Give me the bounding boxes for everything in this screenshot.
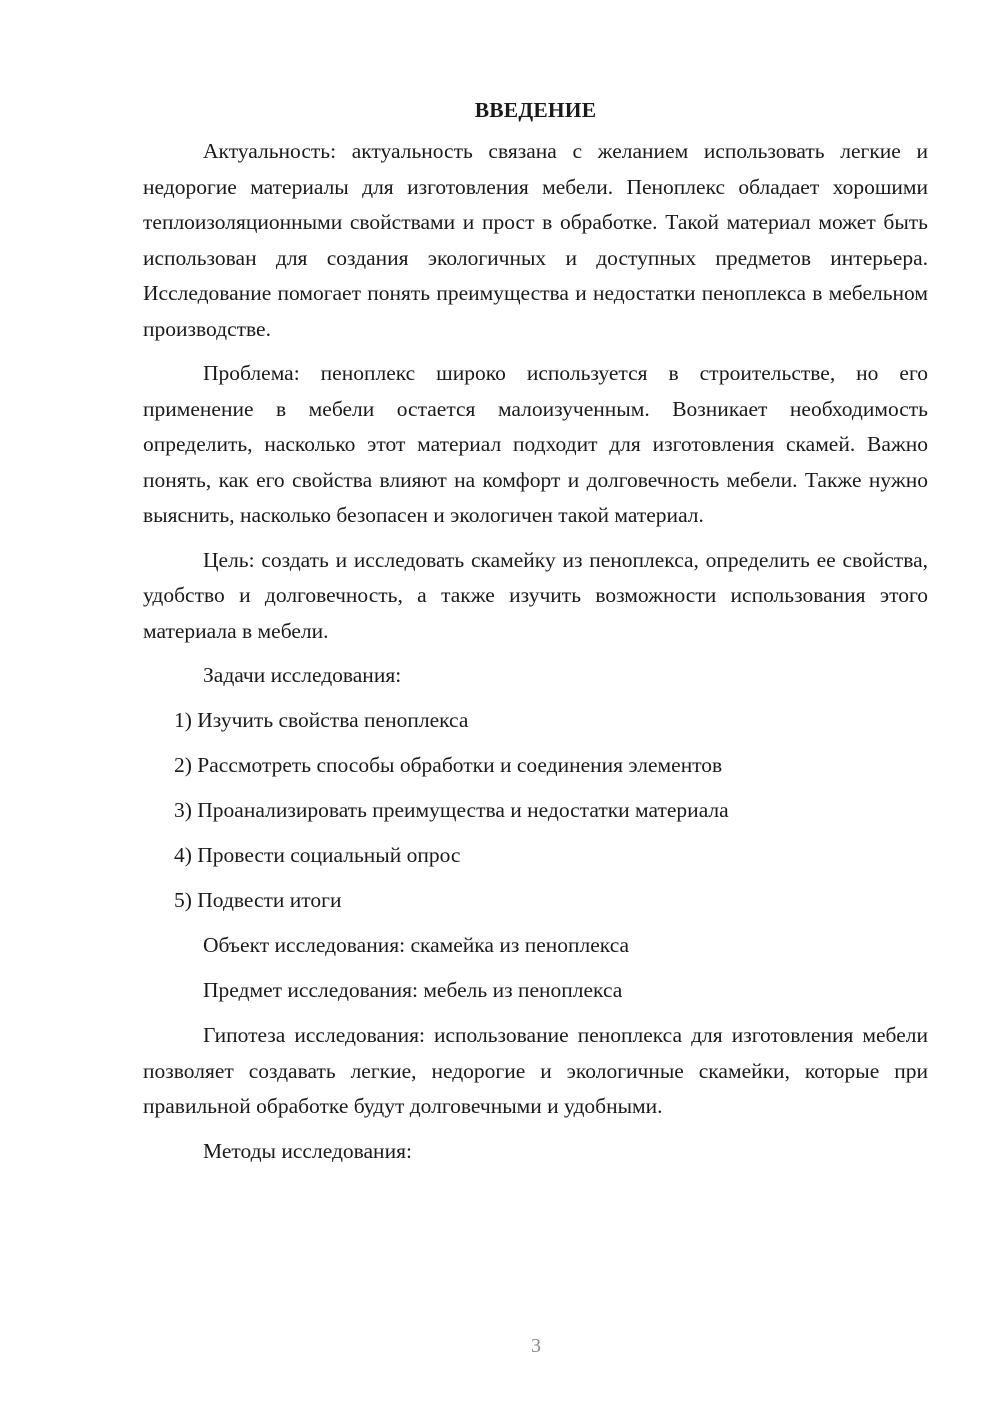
list-item: 5) Подвести итоги (174, 888, 342, 912)
tasks-heading: Задачи исследования: (203, 663, 402, 687)
page-content (143, 92, 928, 1179)
page-title: ВВЕДЕНИЕ (474, 98, 597, 122)
paragraph-relevance: Актуальность: актуальность связана с желанием использовать легкие и недорогие материалы для изготовления мебели. Пеноплекс обладает хорошими теплоизоляционными свойствами и прост в обработке. Такой материал может быть использован для создания экологичных и доступных предметов интерьера. Исследование помогает понять преимущества и недостатки пеноплекса в мебельном производстве. (143, 139, 928, 341)
tasks-list (143, 703, 928, 919)
paragraph-goal: Цель: создать и исследовать скамейку из пеноплекса, определить ее свойства, удобство и долговечность, а также изучить возможности использования этого материала в мебели. (143, 547, 928, 643)
research-object: Объект исследования: скамейка из пеноплекса (203, 933, 630, 957)
paragraph-problem: Проблема: пеноплекс широко используется в строительстве, но его применение в мебели остается малоизученным. Возникает необходимость определить, насколько этот материал подходит для изготовления скамей. Важно понять, как его свойства влияют на комфорт и долговечность мебели. Также нужно выяснить, насколько безопасен и экологичен такой материал. (143, 361, 928, 527)
paragraph-hypothesis: Гипотеза исследования: использование пеноплекса для изготовления мебели позволяет создавать легкие, недорогие и экологичные скамейки, которые при правильной обработке будут долговечными и удобными. (143, 1023, 928, 1118)
research-subject: Предмет исследования: мебель из пеноплекса (203, 978, 623, 1002)
list-item: 1) Изучить свойства пеноплекса (174, 708, 469, 732)
list-item: 2) Рассмотреть способы обработки и соединения элементов (174, 753, 723, 777)
list-item: 4) Провести социальный опрос (174, 843, 461, 867)
list-item: 3) Проанализировать преимущества и недостатки материала (174, 798, 729, 822)
page-number: 3 (531, 1335, 541, 1357)
methods-heading: Методы исследования: (203, 1138, 412, 1163)
